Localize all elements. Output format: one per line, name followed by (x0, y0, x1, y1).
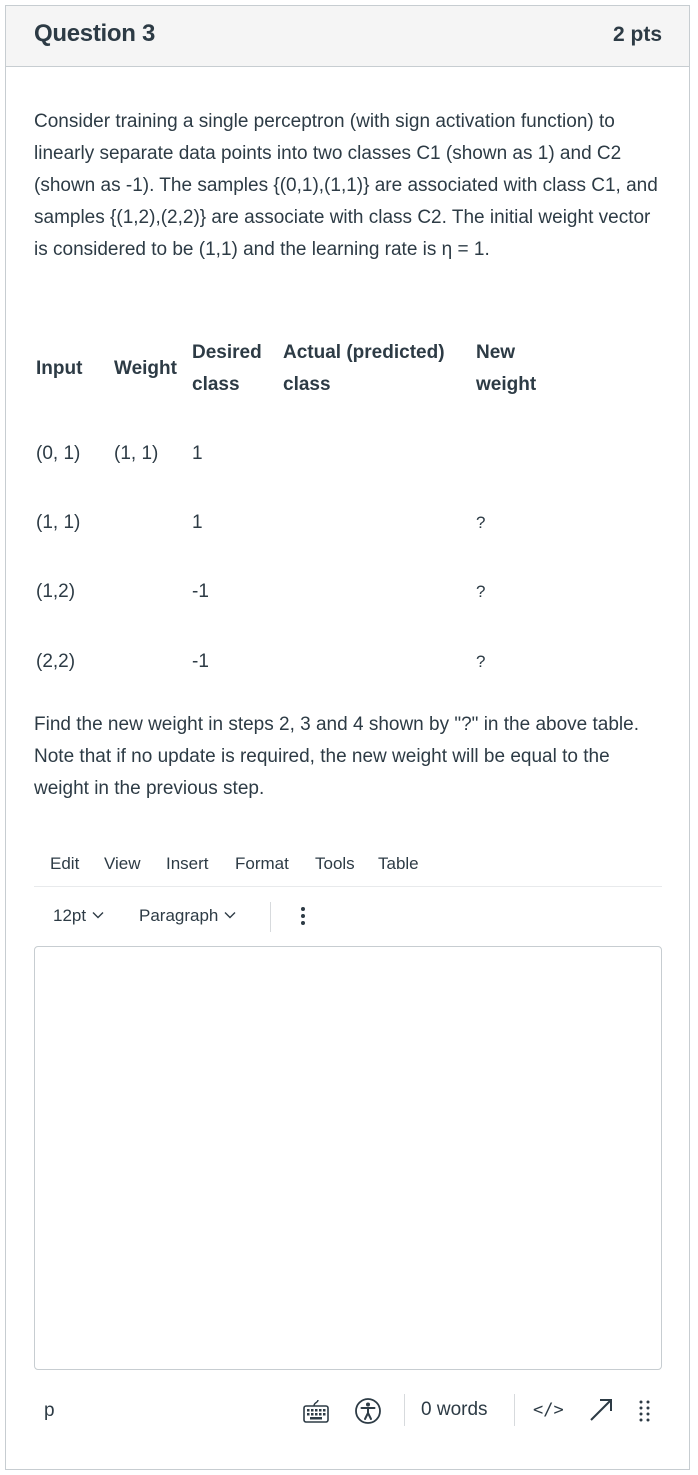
instruction-text: Find the new weight in steps 2, 3 and 4 shown by "?" in the above table. Note that if no update is required, the new weight will be equal to the weight in the previous step. (34, 714, 639, 799)
html-editor-toggle[interactable]: </> (533, 1400, 564, 1420)
expand-icon[interactable] (587, 1396, 615, 1424)
menu-table[interactable]: Table (378, 854, 419, 873)
row4-desired: -1 (192, 651, 209, 672)
statusbar-divider (514, 1394, 515, 1426)
menu-insert[interactable]: Insert (166, 854, 209, 873)
header-new-weight: New weight (476, 342, 537, 395)
header-desired: Desired class (192, 342, 262, 395)
accessibility-icon[interactable] (354, 1397, 382, 1425)
row2-input: (1, 1) (36, 512, 81, 533)
row1-desired: 1 (192, 443, 203, 464)
menu-format[interactable]: Format (235, 854, 289, 873)
editor-toolbar (34, 898, 662, 938)
header-actual: Actual (predicted) class (283, 342, 445, 395)
chevron-down-icon (224, 911, 236, 919)
row4-input: (2,2) (36, 651, 76, 672)
question-points: 2 pts (612, 23, 662, 46)
toolbar-divider (270, 902, 271, 932)
word-count[interactable]: 0 words (421, 1399, 488, 1420)
question-card (5, 5, 690, 1470)
row2-desired: 1 (192, 512, 203, 533)
question-title: Question 3 (34, 20, 156, 47)
chevron-down-icon (92, 911, 104, 919)
header-weight: Weight (114, 358, 177, 379)
row3-desired: -1 (192, 581, 209, 602)
menu-view[interactable]: View (104, 854, 141, 873)
answer-editor[interactable] (34, 946, 662, 1370)
question-header (6, 6, 689, 67)
row3-new-weight: ? (476, 582, 486, 601)
menu-edit[interactable]: Edit (50, 854, 80, 873)
keyboard-icon[interactable] (302, 1398, 330, 1426)
row2-new-weight: ? (476, 513, 486, 532)
element-path[interactable]: p (44, 1400, 55, 1421)
row1-weight: (1, 1) (114, 443, 159, 464)
row4-new-weight: ? (476, 652, 486, 671)
row3-input: (1,2) (36, 581, 76, 602)
editor-menubar (34, 851, 662, 887)
row1-input: (0, 1) (36, 443, 81, 464)
editor-statusbar (34, 1390, 662, 1432)
menu-tools[interactable]: Tools (315, 854, 355, 873)
more-vertical-icon[interactable] (296, 904, 310, 932)
header-input: Input (36, 358, 83, 379)
question-text: Consider training a single perceptron (with sign activation function) to linearly separate data points into two classes C1 (shown as 1) and C2 (shown as -1). The samples {(0,1),(1,1)} are associated with class C1, and samples {(1,2),(2,2)} are associate with class C2. The initial weight vector is considered to be (1,1) and the learning rate is η = 1. (34, 111, 658, 260)
resize-grip-icon[interactable] (638, 1399, 652, 1423)
block-format-select[interactable]: Paragraph (139, 906, 236, 926)
font-size-select[interactable]: 12pt (53, 906, 104, 926)
statusbar-divider (404, 1394, 405, 1426)
